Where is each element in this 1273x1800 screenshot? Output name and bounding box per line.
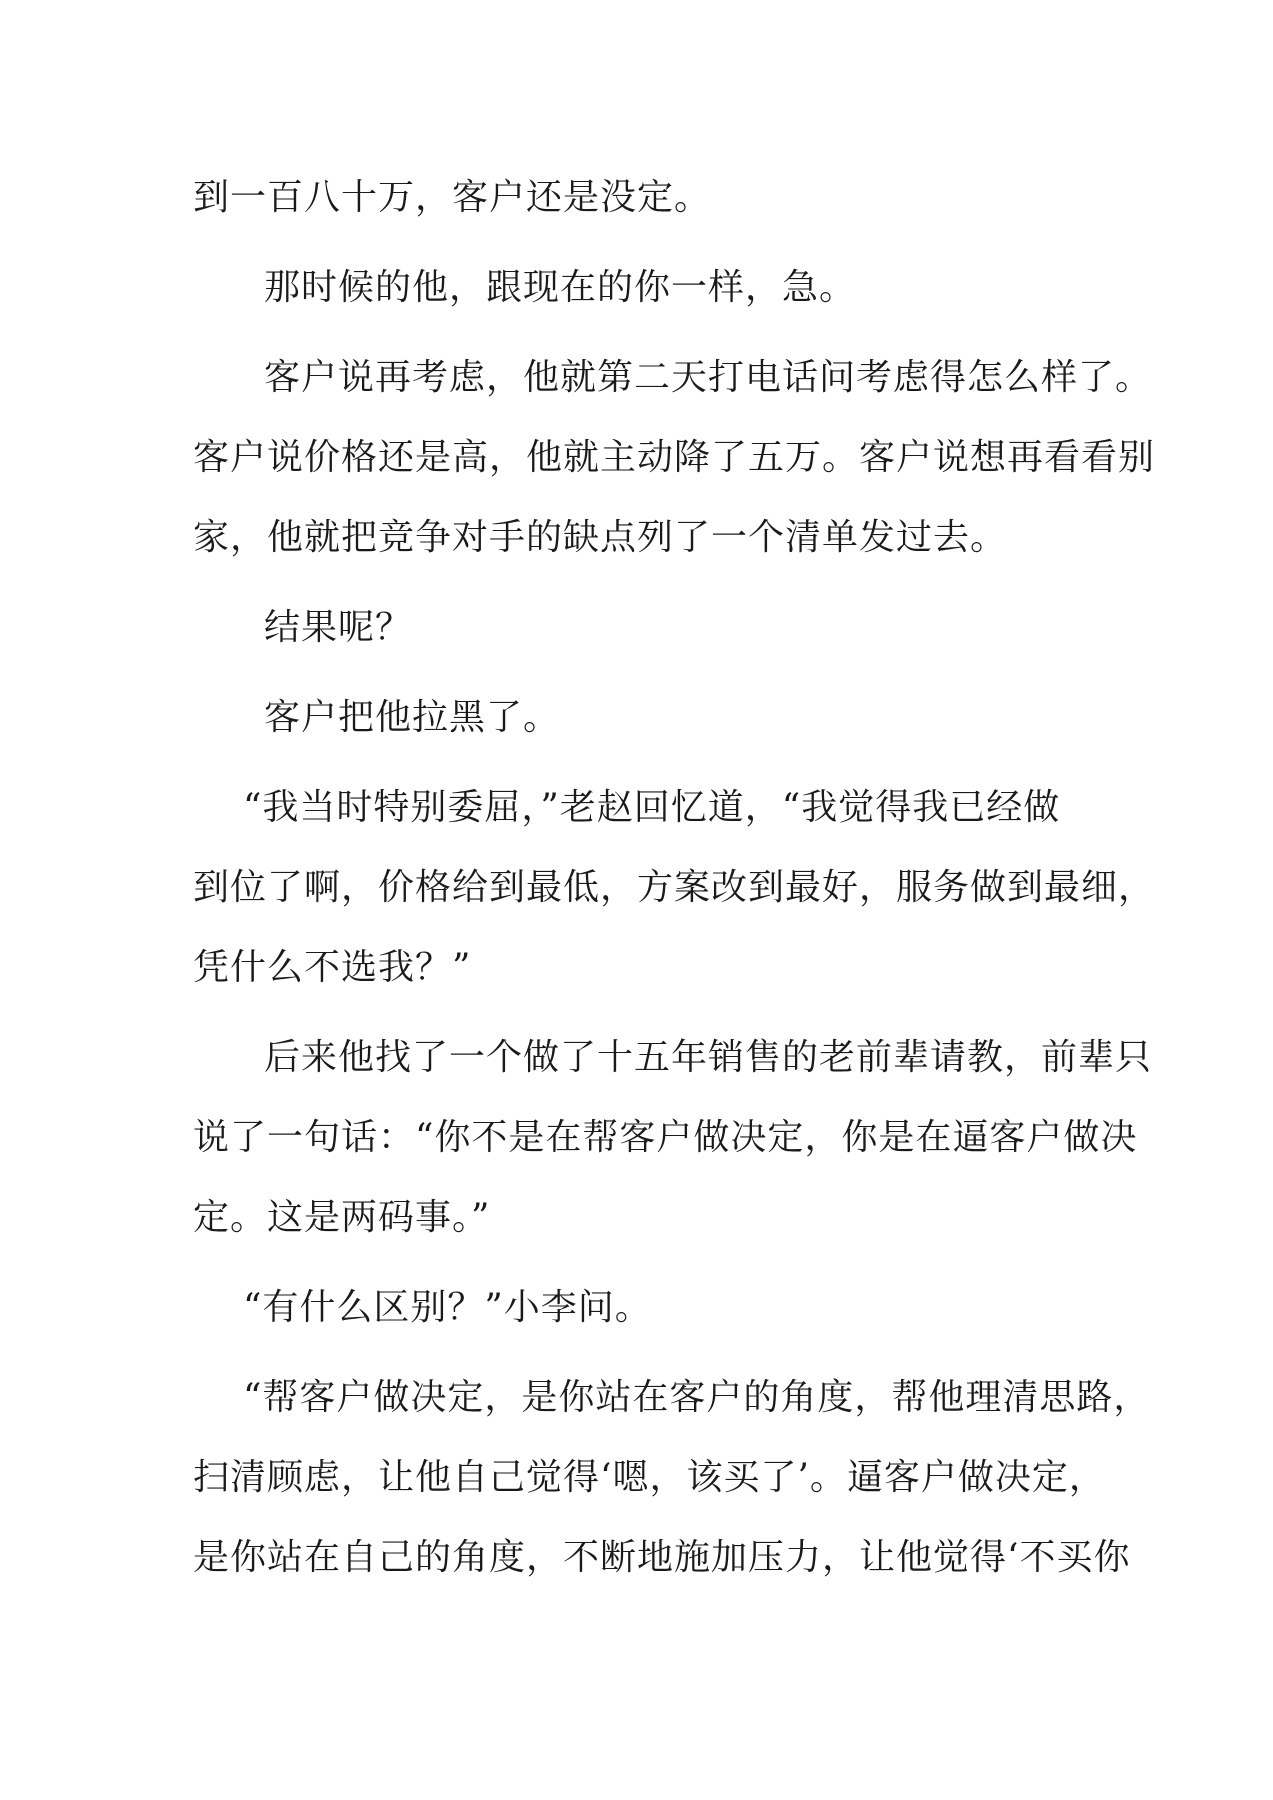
text-line: “有什么区别？”小李问。 xyxy=(243,1287,652,1328)
text-line: 说了一句话：“你不是在帮客户做决定，你是在逼客户做决 xyxy=(193,1117,1138,1158)
text-line: 客户把他拉黑了。 xyxy=(264,697,561,738)
text-line: 扫清顾虑，让他自己觉得‘嗯，该买了’。逼客户做决定， xyxy=(193,1457,1106,1498)
text-line: 客户说再考虑，他就第二天打电话问考虑得怎么样了。 xyxy=(264,357,1153,398)
text-line: 到位了啊，价格给到最低，方案改到最好，服务做到最细， xyxy=(193,867,1156,908)
text-line: 凭什么不选我？” xyxy=(193,947,472,988)
text-line: “帮客户做决定，是你站在客户的角度，帮他理清思路， xyxy=(243,1377,1151,1418)
text-line: “我当时特别委屈，”老赵回忆道，“我觉得我已经做 xyxy=(243,787,1061,828)
text-line: 到一百八十万，客户还是没定。 xyxy=(193,177,712,218)
text-line: 结果呢？ xyxy=(264,607,413,648)
text-line: 家，他就把竞争对手的缺点列了一个清单发过去。 xyxy=(193,517,1008,558)
text-line: 后来他找了一个做了十五年销售的老前辈请教，前辈只 xyxy=(264,1037,1153,1078)
text-line: 客户说价格还是高，他就主动降了五万。客户说想再看看别 xyxy=(193,437,1156,478)
text-line: 定。这是两码事。” xyxy=(193,1197,491,1238)
text-line: 那时候的他，跟现在的你一样，急。 xyxy=(264,267,857,308)
text-line: 是你站在自己的角度，不断地施加压力，让他觉得‘不买你 xyxy=(193,1537,1131,1578)
